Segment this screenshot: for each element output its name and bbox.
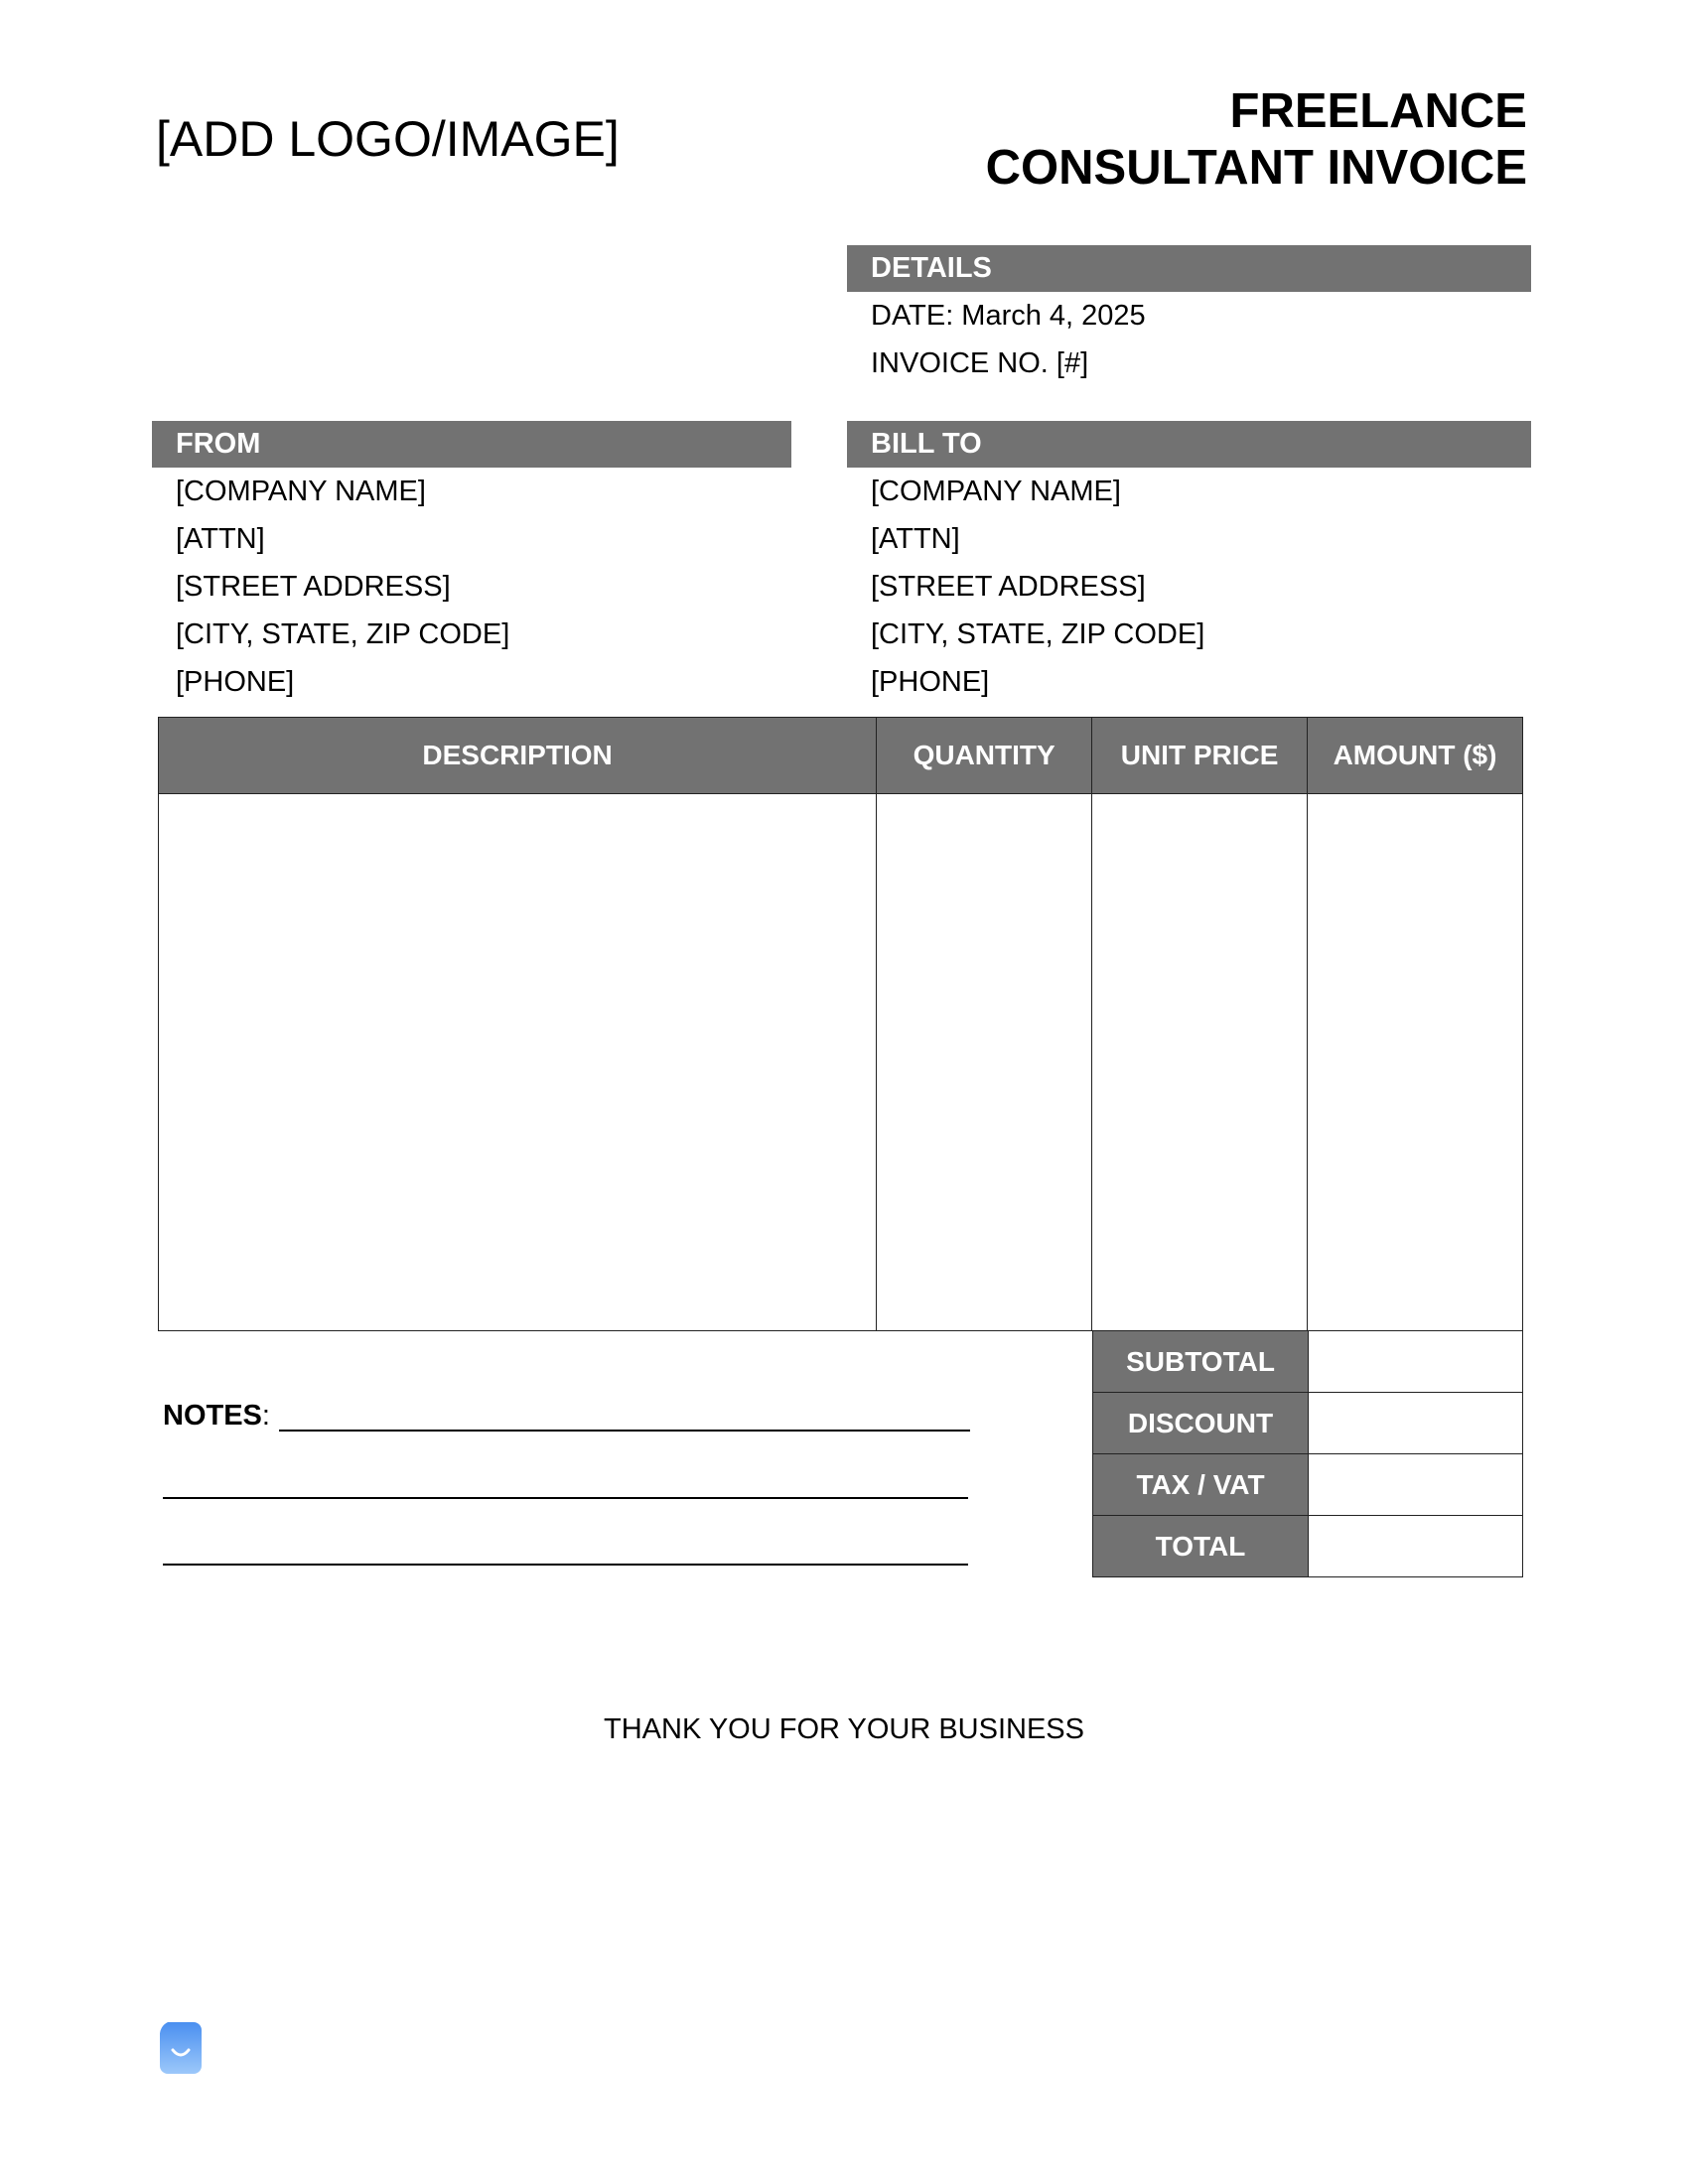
tax-value-cell[interactable] [1309, 1454, 1523, 1516]
tax-vat-label: TAX / VAT [1093, 1454, 1309, 1516]
description-cell[interactable] [159, 794, 877, 1331]
notes-label [163, 1398, 270, 1433]
notes-label-colon: : [261, 1400, 270, 1432]
subtotal-label: SUBTOTAL [1093, 1331, 1309, 1393]
bill-to-attn[interactable]: [ATTN] [871, 523, 960, 555]
total-label: TOTAL [1093, 1516, 1309, 1577]
discount-value-cell[interactable] [1309, 1393, 1523, 1454]
details-heading: DETAILS [847, 245, 1531, 292]
from-attn[interactable]: [ATTN] [176, 523, 265, 555]
bill-to-heading: BILL TO [847, 421, 1531, 468]
discount-label: DISCOUNT [1093, 1393, 1309, 1454]
bill-to-phone[interactable]: [PHONE] [871, 666, 990, 698]
from-city-state-zip[interactable]: [CITY, STATE, ZIP CODE] [176, 618, 510, 650]
from-phone[interactable]: [PHONE] [176, 666, 295, 698]
bill-to-company-name[interactable]: [COMPANY NAME] [871, 476, 1121, 507]
column-header-description: DESCRIPTION [159, 718, 877, 794]
unit-price-cell[interactable] [1092, 794, 1308, 1331]
document-app-icon [160, 2022, 202, 2074]
total-value-cell[interactable] [1309, 1516, 1523, 1577]
bill-to-city-state-zip[interactable]: [CITY, STATE, ZIP CODE] [871, 618, 1205, 650]
from-company-name[interactable]: [COMPANY NAME] [176, 476, 426, 507]
column-header-quantity: QUANTITY [877, 718, 1092, 794]
bill-to-street-address[interactable]: [STREET ADDRESS] [871, 571, 1146, 603]
line-items-header-row [159, 718, 1523, 794]
totals-table [1092, 1330, 1523, 1577]
invoice-title [832, 83, 1527, 197]
bill-to-address-block [871, 468, 1204, 706]
from-address-block [176, 468, 509, 706]
from-heading: FROM [152, 421, 791, 468]
total-row [1093, 1516, 1523, 1577]
column-header-amount: AMOUNT ($) [1308, 718, 1523, 794]
table-row [159, 794, 1523, 1331]
amount-cell[interactable] [1308, 794, 1523, 1331]
notes-line-1[interactable] [279, 1430, 970, 1432]
invoice-number[interactable]: INVOICE NO. [#] [871, 347, 1089, 379]
quantity-cell[interactable] [877, 794, 1092, 1331]
notes-line-3[interactable] [163, 1564, 968, 1566]
column-header-unit-price: UNIT PRICE [1092, 718, 1308, 794]
line-items-table [158, 717, 1523, 1331]
discount-row [1093, 1393, 1523, 1454]
notes-label-text: NOTES [163, 1400, 262, 1432]
invoice-date[interactable]: DATE: March 4, 2025 [871, 300, 1146, 332]
invoice-title-line2: CONSULTANT INVOICE [985, 141, 1527, 195]
subtotal-row [1093, 1331, 1523, 1393]
tax-row [1093, 1454, 1523, 1516]
subtotal-value-cell[interactable] [1309, 1331, 1523, 1393]
notes-line-2[interactable] [163, 1497, 968, 1499]
invoice-title-line1: FREELANCE [1229, 84, 1527, 138]
logo-placeholder[interactable]: [ADD LOGO/IMAGE] [156, 111, 620, 167]
thank-you-message: THANK YOU FOR YOUR BUSINESS [604, 1713, 1084, 1745]
from-street-address[interactable]: [STREET ADDRESS] [176, 571, 451, 603]
